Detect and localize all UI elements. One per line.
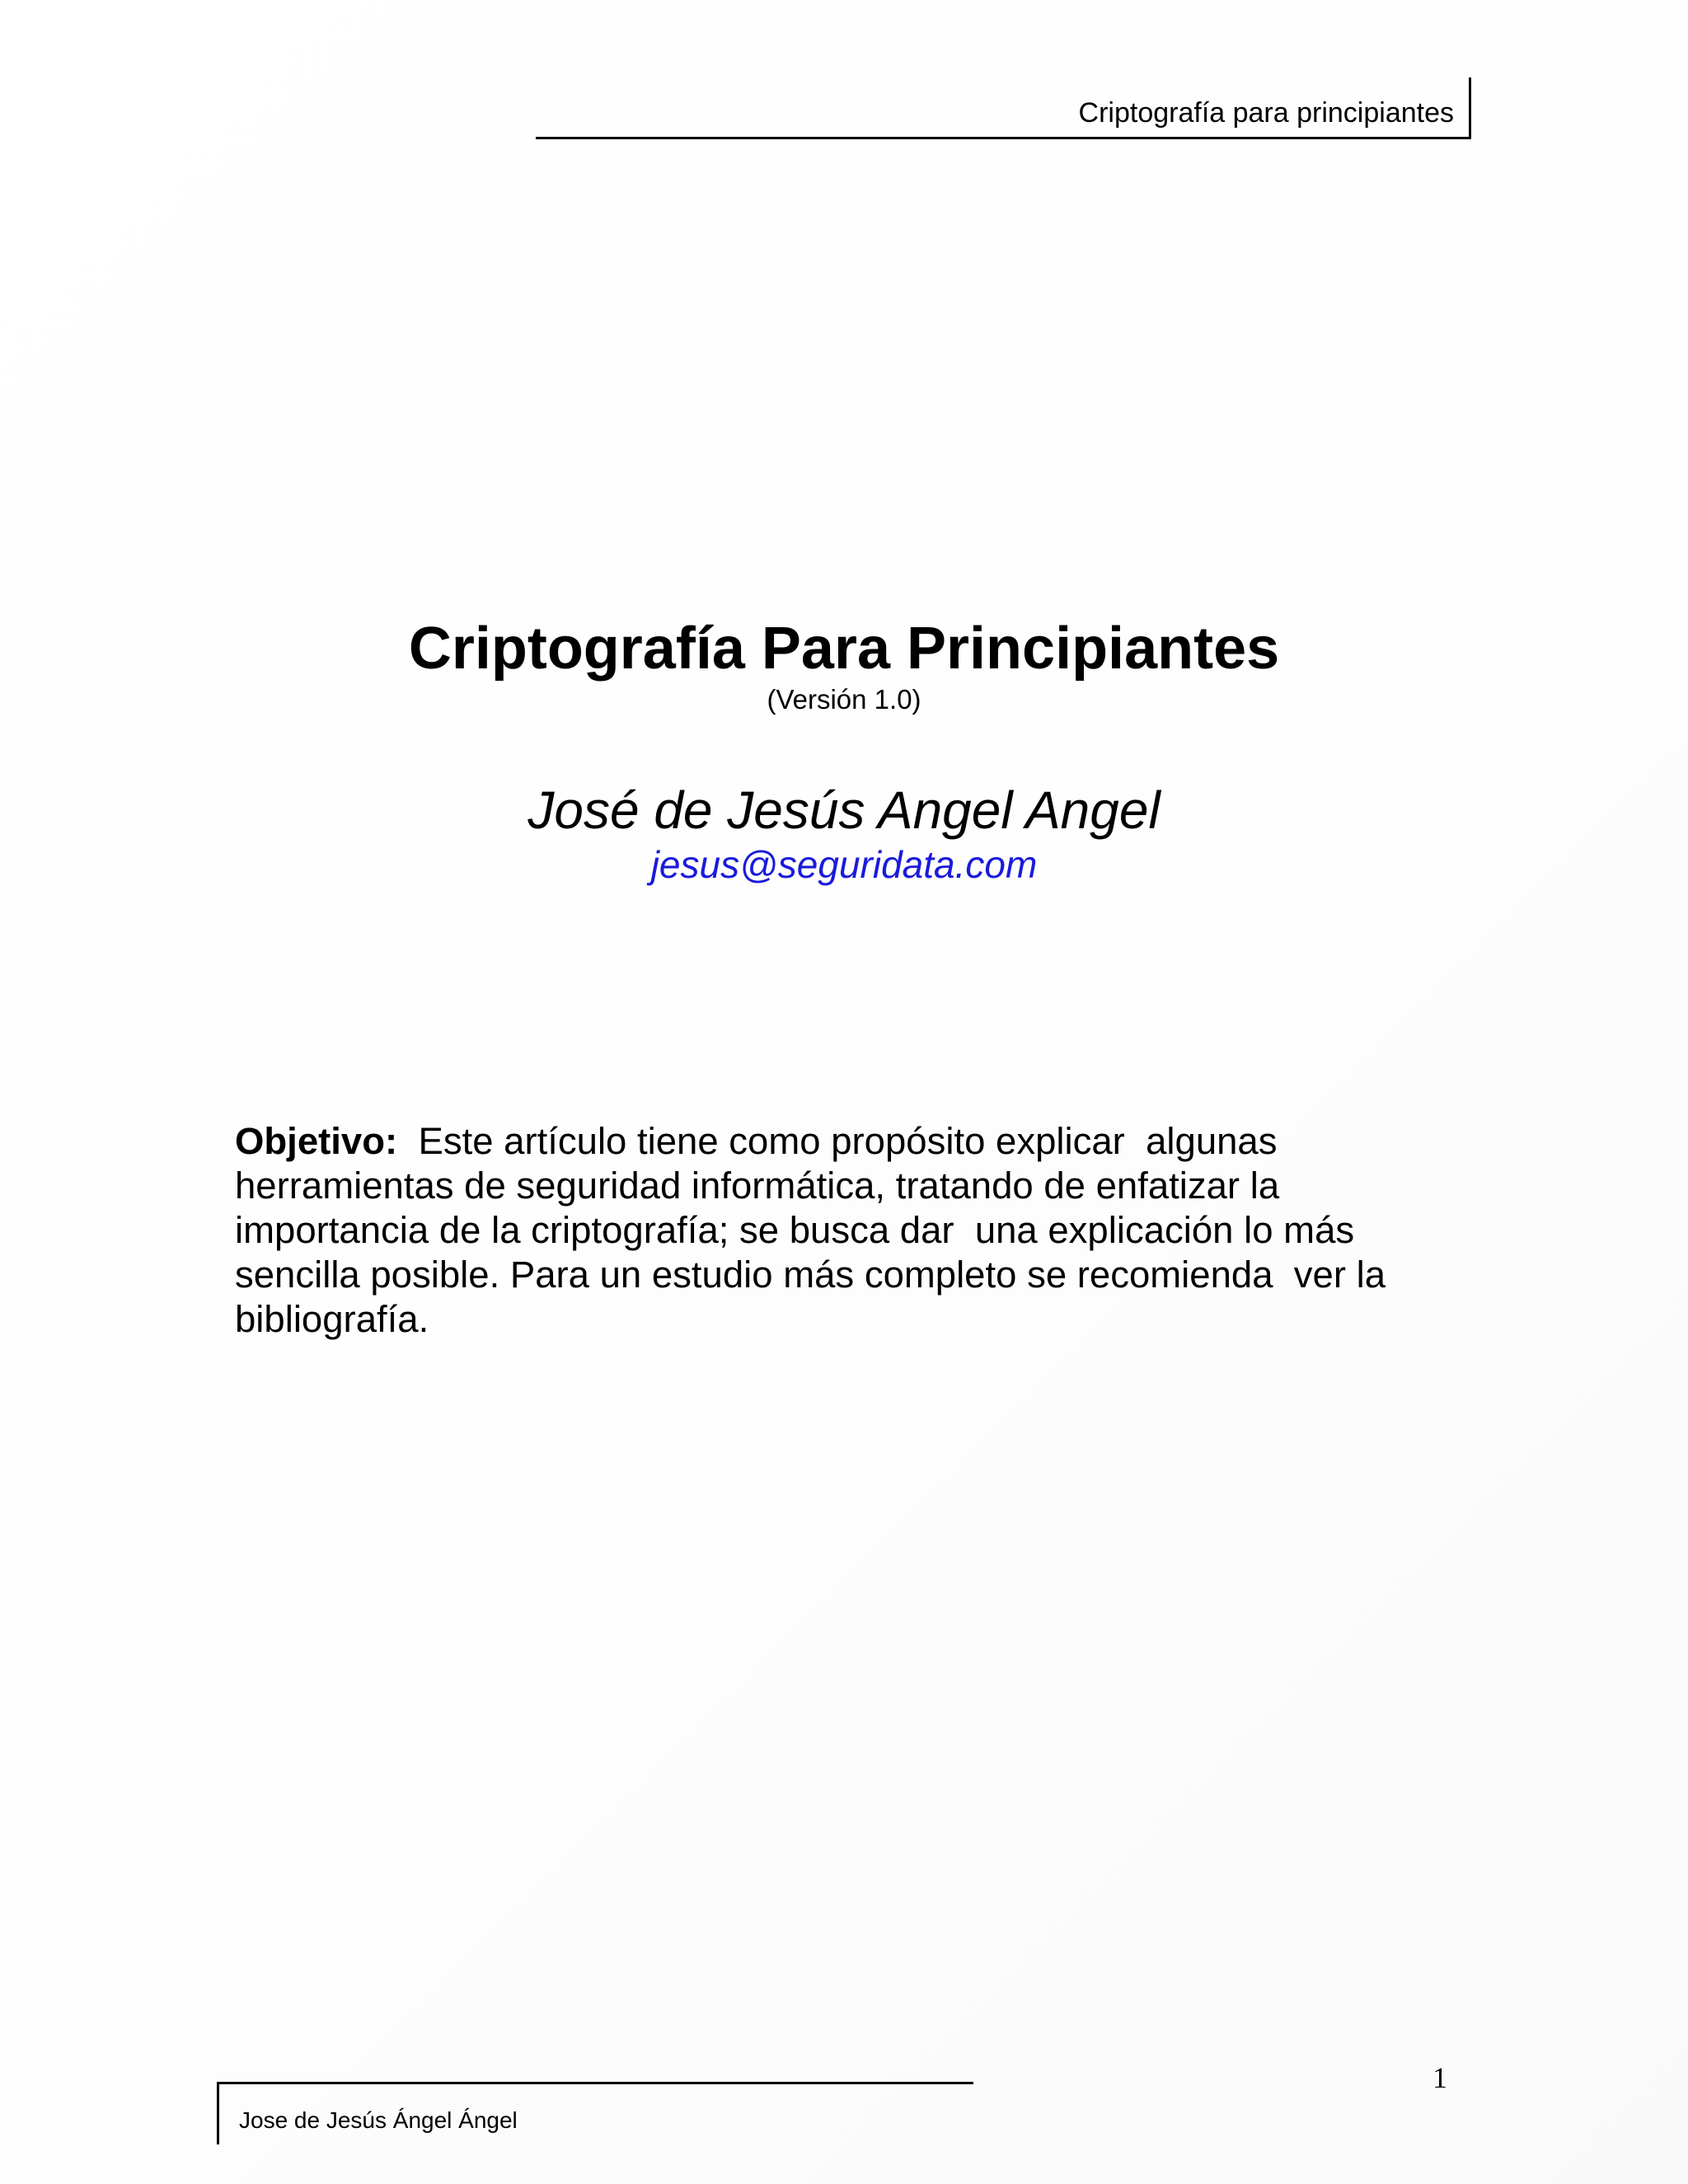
header-vertical-rule (1469, 77, 1471, 139)
objective-line-1 (235, 1119, 1455, 1164)
footer-rule (217, 2082, 973, 2084)
footer-author: Jose de Jesús Ángel Ángel (239, 2107, 518, 2133)
document-title: Criptografía Para Principiantes (408, 616, 1280, 682)
author-name: José de Jesús Angel Angel (528, 780, 1160, 840)
document-version: (Versión 1.0) (767, 684, 921, 715)
footer-vertical-rule (217, 2082, 219, 2144)
header-rule (536, 137, 1471, 139)
objective-text-1: Este artículo tiene como propósito explicar algunas (397, 1120, 1278, 1162)
running-header: Criptografía para principiantes (1078, 97, 1454, 129)
objective-line-3: importancia de la criptografía; se busca dar una explicación lo más (235, 1209, 1355, 1251)
objective-line-2: herramientas de seguridad informática, tratando de enfatizar la (235, 1165, 1280, 1207)
objective-paragraph (235, 1119, 1455, 1342)
page-number: 1 (1432, 2061, 1447, 2094)
author-email-link[interactable]: jesus@seguridata.com (650, 843, 1038, 886)
objective-line-4: sencilla posible. Para un estudio más completo se recomienda ver la (235, 1254, 1386, 1296)
objective-label: Objetivo: (235, 1120, 398, 1162)
objective-line-5: bibliografía. (235, 1298, 429, 1340)
